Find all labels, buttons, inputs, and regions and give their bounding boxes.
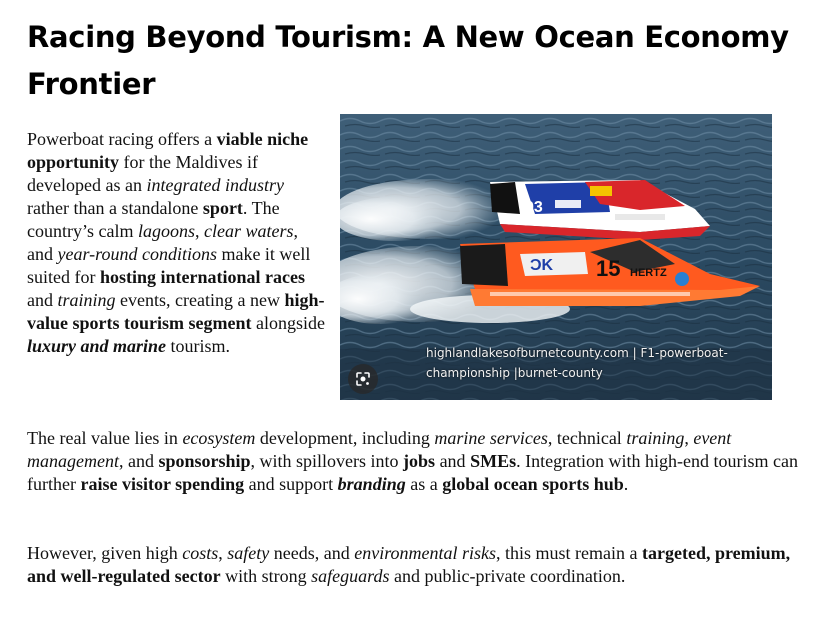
text-run: alongside: [251, 313, 325, 333]
text-run-bold: global ocean sports hub: [442, 474, 624, 494]
text-run: The real value lies in: [27, 428, 183, 448]
paragraph-risks: [27, 542, 807, 588]
text-run: However, given high: [27, 543, 183, 563]
text-run: rather than a standalone: [27, 198, 203, 218]
text-run: , and: [118, 451, 159, 471]
text-run-italic: integrated industry: [146, 175, 284, 195]
text-run-italic: lagoons: [137, 221, 195, 241]
text-run-bold: targeted, premium, and well-regulated sector: [27, 543, 791, 586]
text-run-bold: hosting international races: [99, 267, 305, 287]
text-run: and public-private coordination.: [389, 566, 626, 586]
text-run: , this must remain a: [496, 543, 643, 563]
boat2-number: 15: [596, 256, 621, 281]
text-run: . Integration with high-end tourism can further: [27, 451, 799, 494]
image-caption[interactable]: [426, 343, 756, 383]
text-run-italic: safety: [227, 543, 270, 563]
text-run-italic: year-round conditions: [57, 244, 217, 264]
text-run-italic: costs: [182, 543, 219, 563]
lens-glyph-icon: [355, 371, 371, 387]
text-run: with strong: [220, 566, 312, 586]
text-run: and: [27, 290, 58, 310]
text-run-italic: event management: [27, 428, 732, 471]
text-run: . The country’s calm: [27, 198, 280, 241]
text-run: ,: [195, 221, 204, 241]
text-run-bold: sponsorship: [158, 451, 251, 471]
text-run: for the Maldives if developed as an: [27, 152, 258, 195]
text-run-italic: branding: [337, 474, 406, 494]
text-run-bold: SMEs: [470, 451, 517, 471]
text-run-italic: clear waters: [204, 221, 294, 241]
text-run-bold-italic: [338, 474, 406, 494]
text-run-bold: sport: [202, 198, 243, 218]
text-run-italic: marine services: [434, 428, 548, 448]
text-run-italic: training: [626, 428, 685, 448]
powerboat-photo[interactable]: [340, 114, 772, 400]
text-run-bold: jobs: [403, 451, 436, 471]
text-run: as a: [405, 474, 443, 494]
text-run-bold-italic: [27, 336, 166, 356]
text-run: , and: [27, 221, 298, 264]
text-run: Powerboat racing offers a: [27, 129, 217, 149]
boat1-number: 93: [525, 199, 543, 216]
text-run-bold: raise visitor spending: [80, 474, 245, 494]
text-run-italic: ecosystem: [182, 428, 256, 448]
text-run: .: [623, 474, 629, 494]
text-run: and: [435, 451, 471, 471]
text-run-italic: environmental risks: [354, 543, 497, 563]
paragraph-intro: [27, 128, 327, 358]
text-run: ,: [218, 543, 228, 563]
text-run: needs, and: [269, 543, 355, 563]
boat2-brand: HERTZ: [630, 267, 667, 279]
text-run-bold: viable niche opportunity: [27, 129, 309, 172]
text-run-italic: safeguards: [311, 566, 390, 586]
page-title: Racing Beyond Tourism: A New Ocean Economy Frontier: [27, 20, 789, 101]
text-run: tourism.: [166, 336, 231, 356]
text-run: and support: [244, 474, 338, 494]
google-lens-icon[interactable]: [348, 364, 378, 394]
text-run: development, including: [255, 428, 435, 448]
text-run: , technical: [547, 428, 627, 448]
text-run-italic: training: [57, 290, 116, 310]
text-run-bold: high-value sports tourism segment: [27, 290, 325, 333]
paragraph-ecosystem: [27, 427, 807, 496]
text-run-italic: luxury and marine: [27, 336, 167, 356]
caption-line: highlandlakesofburnetcounty.com | F1-powerboat-: [426, 346, 728, 360]
boat2-logo: ƆK: [530, 257, 554, 274]
text-run: ,: [684, 428, 694, 448]
text-run: make it well suited for: [27, 244, 311, 287]
caption-line: championship |burnet-county: [426, 366, 603, 380]
text-run: , with spillovers into: [250, 451, 404, 471]
text-run: events, creating a new: [115, 290, 285, 310]
